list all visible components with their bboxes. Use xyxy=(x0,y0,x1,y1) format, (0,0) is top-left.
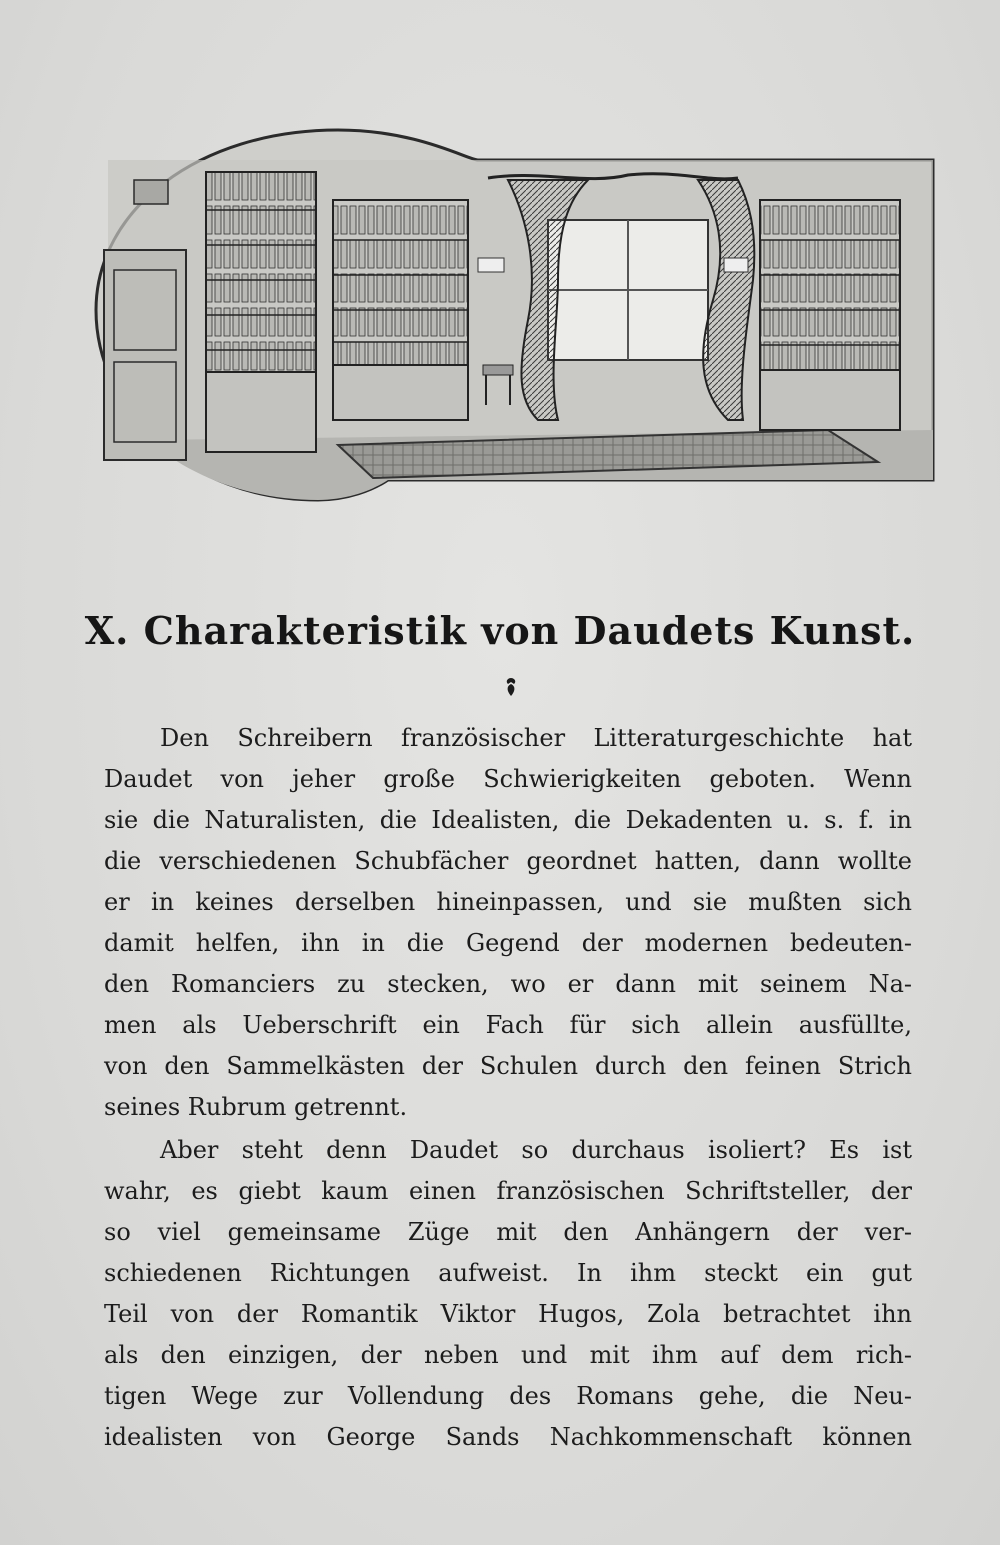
text-line: sie die Naturalisten, die Idealisten, die Dekadenten u. s. f. in xyxy=(104,806,912,834)
fleuron-icon xyxy=(502,676,520,698)
paragraph xyxy=(104,718,912,1128)
text-line: er in keines derselben hineinpassen, und sie mußten sich xyxy=(104,888,912,916)
text-line: idealisten von George Sands Nachkommenschaft können xyxy=(104,1423,912,1451)
text-line: damit helfen, ihn in die Gegend der modernen bedeuten- xyxy=(104,929,912,957)
paragraph xyxy=(104,1130,912,1458)
text-line: Aber steht denn Daudet so durchaus isoliert? Es ist xyxy=(160,1136,912,1164)
text-line: Den Schreibern französischer Litteraturgeschichte hat xyxy=(160,724,912,752)
text-line: die verschiedenen Schubfächer geordnet hatten, dann wollte xyxy=(104,847,912,875)
text-line: wahr, es giebt kaum einen französischen Schriftsteller, der xyxy=(104,1177,912,1205)
text-line: Teil von der Romantik Viktor Hugos, Zola betrachtet ihn xyxy=(104,1300,912,1328)
text-line: Daudet von jeher große Schwierigkeiten geboten. Wenn xyxy=(104,765,912,793)
library-illustration xyxy=(88,100,948,520)
text-line: den Romanciers zu stecken, wo er dann mit seinem Na- xyxy=(104,970,912,998)
text-line: men als Ueberschrift ein Fach für sich allein ausfüllte, xyxy=(104,1011,912,1039)
body-text xyxy=(104,718,912,1458)
text-line: als den einzigen, der neben und mit ihm auf dem rich- xyxy=(104,1341,912,1369)
text-line: schiedenen Richtungen aufweist. In ihm steckt ein gut xyxy=(104,1259,912,1287)
text-line: seines Rubrum getrennt. xyxy=(104,1093,408,1121)
text-line: von den Sammelkästen der Schulen durch den feinen Strich xyxy=(104,1052,912,1080)
text-line: tigen Wege zur Vollendung des Romans gehe, die Neu- xyxy=(104,1382,912,1410)
text-line: so viel gemeinsame Züge mit den Anhängern der ver- xyxy=(104,1218,912,1246)
chapter-title: X. Charakteristik von Daudets Kunst. xyxy=(84,608,916,653)
